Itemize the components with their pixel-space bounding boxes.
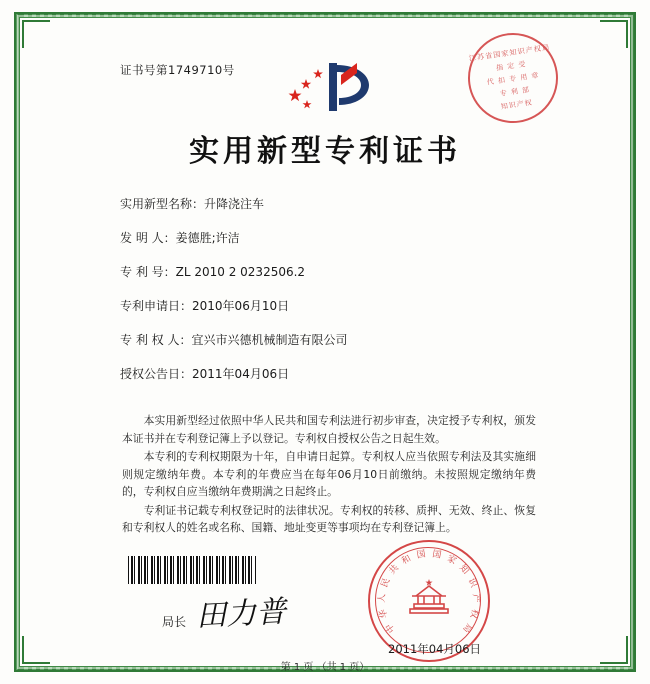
seal-arc-char: 华 bbox=[378, 607, 391, 620]
sipo-logo-icon bbox=[285, 55, 375, 117]
seal-arc-char: 局 bbox=[460, 621, 474, 635]
seal-arc-char: 中 bbox=[384, 621, 398, 635]
field-row bbox=[120, 230, 540, 247]
agency-stamp-line-5: 知识产权 bbox=[500, 98, 534, 111]
field-label-grant-date: 授权公告日： bbox=[120, 367, 193, 381]
field-value-patentee: 宜兴市兴德机械制造有限公司 bbox=[191, 333, 348, 347]
seal-arc-char: 识 bbox=[465, 576, 479, 590]
seal-arc-char: 知 bbox=[456, 563, 471, 577]
corner-ornament-top-left bbox=[22, 20, 50, 48]
barcode bbox=[128, 556, 256, 584]
director-signature: 田力普 bbox=[195, 594, 288, 635]
field-label-application-date: 专利申请日： bbox=[120, 299, 193, 313]
seal-arc-char: 和 bbox=[400, 553, 413, 567]
seal-arc-char: 国 bbox=[431, 549, 443, 561]
field-label-patent-number: 专 利 号： bbox=[120, 265, 176, 279]
seal-issue-date: 2011年04月06日 bbox=[388, 642, 482, 656]
seal-arc-char: 权 bbox=[467, 607, 480, 620]
agency-stamp-line-2: 指 定 受 bbox=[495, 60, 527, 73]
field-row bbox=[120, 298, 540, 315]
field-row bbox=[120, 366, 540, 383]
agency-stamp-line-1: 江苏省国家知识产权局 bbox=[468, 42, 551, 63]
field-label-patentee: 专 利 权 人： bbox=[120, 333, 192, 347]
agency-stamp-line-4: 专 利 部 bbox=[499, 85, 531, 98]
seal-arc-char: 人 bbox=[377, 593, 388, 603]
certificate-fields bbox=[120, 196, 540, 400]
seal-arc-char: 民 bbox=[379, 576, 393, 590]
corner-ornament-top-right bbox=[600, 20, 628, 48]
field-value-grant-date: 2011年04月06日 bbox=[192, 367, 290, 381]
field-row bbox=[120, 332, 540, 349]
field-row bbox=[120, 264, 540, 281]
seal-arc-char: 国 bbox=[415, 549, 427, 561]
body-paragraph: 本实用新型经过依照中华人民共和国专利法进行初步审查，决定授予专利权，颁发本证书并在专利登记簿上予以登记。专利权自授权公告之日起生效。 bbox=[122, 414, 536, 445]
agency-stamp-line-3: 代 扣 专 用 章 bbox=[486, 71, 540, 87]
body-paragraph: 本专利的专利权期限为十年，自申请日起算。专利权人应当依照专利法及其实施细则规定缴纳年费。本专利的年费应当在每年06月10日前缴纳。未按照规定缴纳年费的，专利权自应当缴纳年费期满之日起终止。 bbox=[122, 450, 536, 498]
seal-arc-char: 家 bbox=[445, 553, 458, 567]
certificate-title: 实用新型专利证书 bbox=[189, 134, 461, 169]
director-label: 局长 bbox=[162, 615, 187, 629]
certificate-serial-number: 证书号第1749710号 bbox=[120, 63, 235, 77]
field-value-application-date: 2010年06月10日 bbox=[192, 299, 290, 313]
field-label-inventor: 发 明 人： bbox=[120, 231, 176, 245]
field-label-name: 实用新型名称： bbox=[120, 197, 205, 211]
body-paragraph: 专利证书记载专利权登记时的法律状况。专利权的转移、质押、无效、终止、恢复和专利权人的姓名或名称、国籍、地址变更等事项均在专利登记簿上。 bbox=[122, 503, 536, 534]
field-value-patent-number: ZL 2010 2 0232506.2 bbox=[175, 265, 306, 279]
field-value-name: 升降浇注车 bbox=[204, 197, 265, 211]
page-footer: 第 1 页 （共 1 页） bbox=[280, 662, 370, 673]
field-row bbox=[120, 196, 540, 213]
certificate-body bbox=[122, 412, 536, 538]
seal-arc-char: 产 bbox=[470, 593, 481, 603]
seal-arc-char: 共 bbox=[387, 563, 402, 577]
national-emblem-icon bbox=[400, 578, 458, 624]
field-value-inventor: 姜德胜;许洁 bbox=[175, 231, 240, 245]
